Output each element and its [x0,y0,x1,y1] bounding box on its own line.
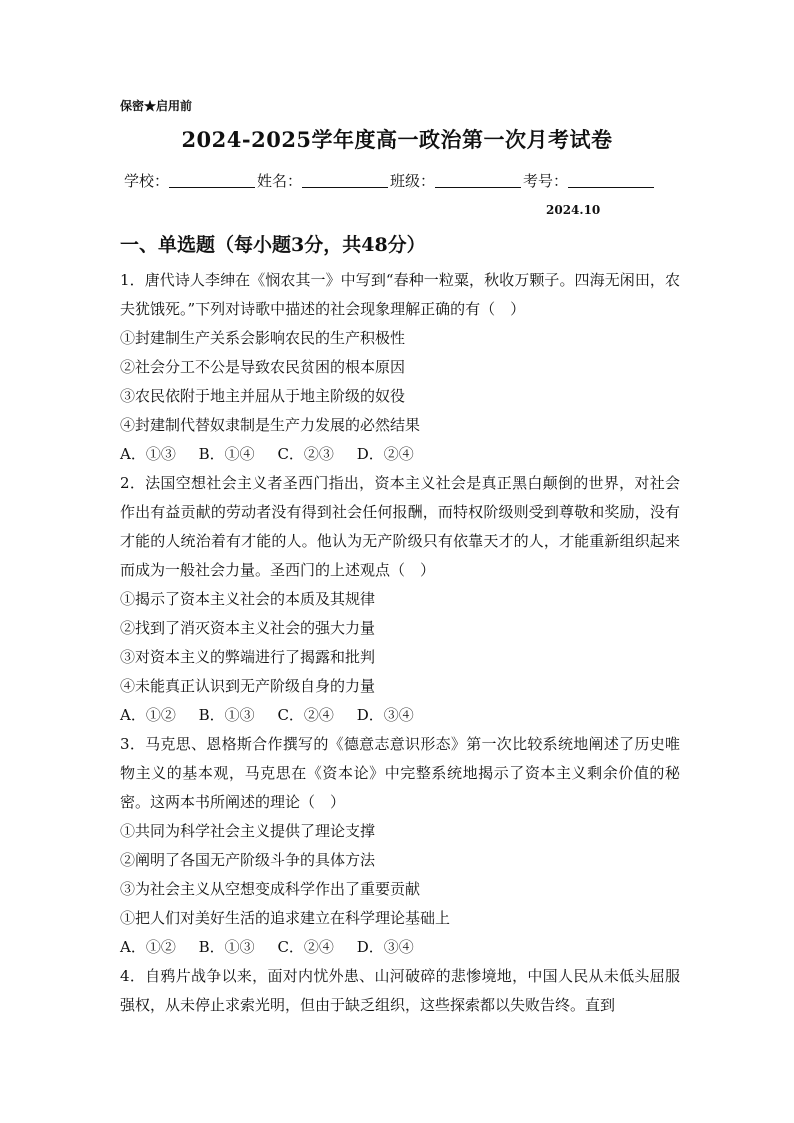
option-2: ②找到了消灭资本主义社会的强大力量 [120,619,376,637]
choice-b[interactable]: B．①③ [198,706,255,724]
class-label: 班级： [390,172,436,190]
option-3: ③对资本主义的弊端进行了揭露和批判 [120,648,376,666]
option-1: ①封建制生产关系会影响农民的生产积极性 [120,329,406,347]
option-2: ②阐明了各国无产阶级斗争的具体方法 [120,851,376,869]
option-3: ③为社会主义从空想变成科学作出了重要贡献 [120,880,421,898]
confidential-label: 保密★启用前 [120,99,193,113]
question-stem: 2．法国空想社会主义者圣西门指出，资本主义社会是真正黑白颠倒的世界，对社会作出有益贡献的劳动者没有得到社会任何报酬，而特权阶级则受到尊敬和奖励，没有才能的人统治着有才能的人。他认为无产阶级只有依靠天才的人，才能重新组织起来而成为一般社会力量。圣西门的上述观点（ ） [120,474,680,579]
section-title: 一、单选题（每小题3分，共48分） [120,234,426,256]
question-3 [120,730,680,962]
choice-b[interactable]: B．①③ [198,938,255,956]
question-1 [120,266,680,469]
choice-c[interactable]: C．②③ [277,445,334,463]
choice-d[interactable]: D．③④ [356,706,414,724]
question-stem: 3．马克思、恩格斯合作撰写的《德意志意识形态》第一次比较系统地阐述了历史唯物主义的基本观，马克思在《资本论》中完整系统地揭示了资本主义剩余价值的秘密。这两本书所阐述的理论（ ） [120,735,680,811]
name-blank[interactable] [302,173,388,188]
question-stem: 1．唐代诗人李绅在《悯农其一》中写到“春种一粒粟，秋收万颗子。四海无闲田，农夫犹饿死。”下列对诗歌中描述的社会现象理解正确的有（ ） [120,271,680,318]
name-label: 姓名： [257,172,303,190]
question-stem: 4．自鸦片战争以来，面对内忧外患、山河破碎的悲惨境地，中国人民从未低头屈服强权，从未停止求索光明，但由于缺乏组织，这些探索都以失败告终。直到 [120,967,680,1014]
school-blank[interactable] [169,173,255,188]
choice-c[interactable]: C．②④ [277,938,334,956]
choice-a[interactable]: A．①③ [120,445,176,463]
page-title: 2024-2025学年度高一政治第一次月考试卷 [181,127,613,152]
choice-d[interactable]: D．②④ [356,445,414,463]
choice-a[interactable]: A．①② [120,938,176,956]
name-field [257,170,390,191]
class-field [390,170,523,191]
option-1: ①揭示了资本主义社会的本质及其规律 [120,590,376,608]
choice-d[interactable]: D．③④ [356,938,414,956]
choice-b[interactable]: B．①④ [198,445,255,463]
student-info-row [124,170,656,191]
option-4: ④未能真正认识到无产阶级自身的力量 [120,677,376,695]
option-4: ①把人们对美好生活的追求建立在科学理论基础上 [120,909,451,927]
exam-number-label: 考号： [523,172,569,190]
class-blank[interactable] [435,173,521,188]
exam-date: 2024.10 [546,203,601,217]
answer-choices [120,933,680,962]
option-4: ④封建制代替奴隶制是生产力发展的必然结果 [120,416,421,434]
option-1: ①共同为科学社会主义提供了理论支撑 [120,822,376,840]
answer-choices [120,701,680,730]
option-2: ②社会分工不公是导致农民贫困的根本原因 [120,358,406,376]
exam-number-field [523,170,656,191]
question-2 [120,469,680,730]
choice-a[interactable]: A．①② [120,706,176,724]
option-3: ③农民依附于地主并屈从于地主阶级的奴役 [120,387,406,405]
question-4 [120,962,680,1020]
answer-choices [120,440,680,469]
school-field [124,170,257,191]
questions-container [120,266,680,1020]
exam-number-blank[interactable] [568,173,654,188]
school-label: 学校： [124,172,170,190]
choice-c[interactable]: C．②④ [277,706,334,724]
